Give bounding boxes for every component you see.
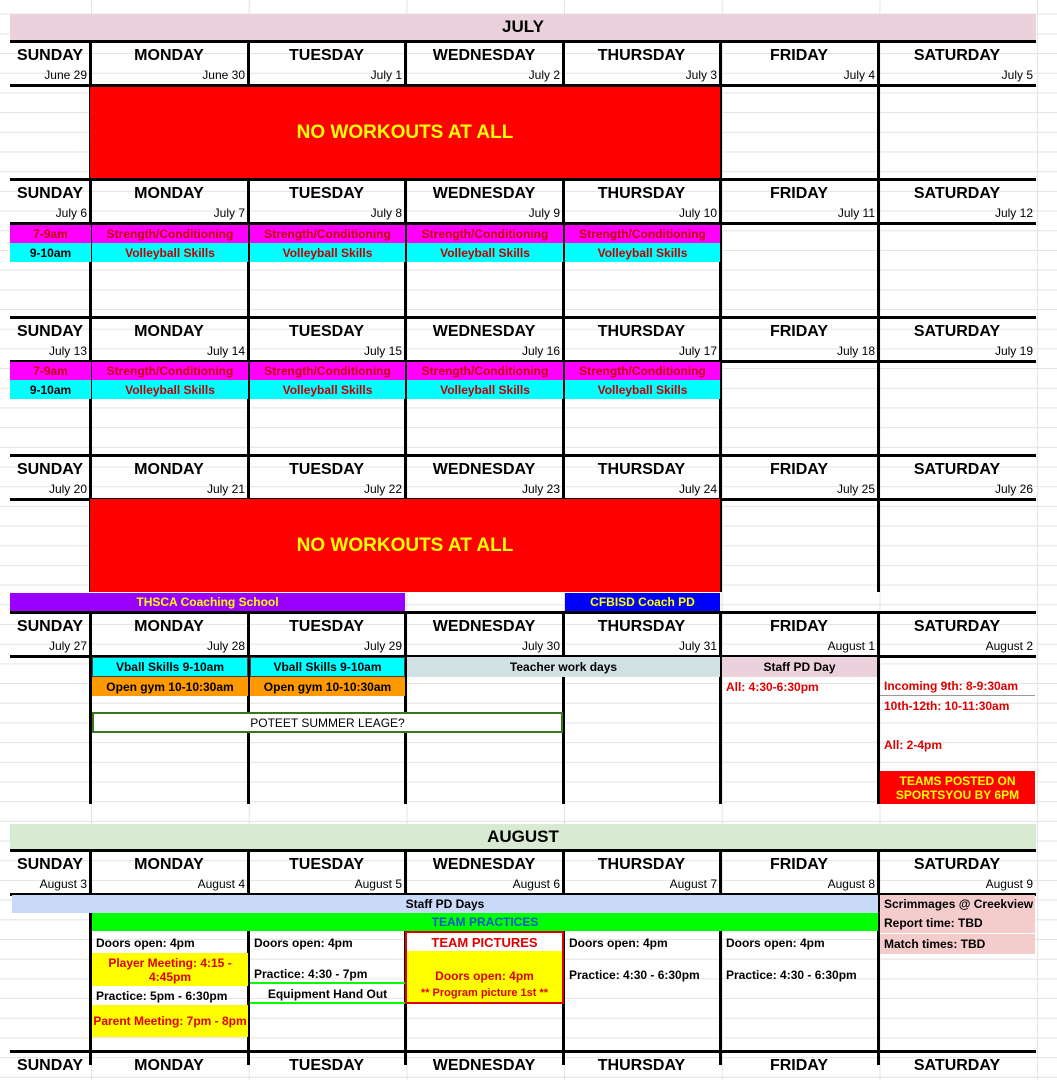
- doors-open: Doors open: 4pm: [569, 936, 668, 950]
- date-label: July 24: [678, 482, 717, 496]
- day-name-thursday: THURSDAY: [597, 856, 686, 873]
- no-workouts-block: NO WORKOUTS AT ALL: [90, 499, 720, 592]
- program-picture: ** Program picture 1st **: [420, 987, 549, 999]
- column-rule: [719, 611, 722, 804]
- staff-pd-day: Staff PD Day: [722, 657, 877, 677]
- date-label: July 23: [521, 482, 560, 496]
- day-name-thursday: THURSDAY: [597, 185, 686, 202]
- team-practices: TEAM PRACTICES: [92, 913, 878, 931]
- date-label: August 2: [985, 639, 1033, 653]
- date-label: July 9: [528, 206, 560, 220]
- date-label: July 10: [678, 206, 717, 220]
- day-name-sunday: SUNDAY: [16, 185, 84, 202]
- column-rule: [877, 849, 880, 1065]
- day-name-saturday: SATURDAY: [913, 618, 1001, 635]
- date-label: July 15: [363, 344, 402, 358]
- date-label: July 26: [994, 482, 1033, 496]
- day-name-wednesday: WEDNESDAY: [432, 461, 536, 478]
- day-name-sunday: SUNDAY: [16, 461, 84, 478]
- practice-time: Practice: 4:30 - 7pm: [250, 966, 405, 984]
- volleyball-skills: Volleyball Skills: [92, 243, 248, 262]
- day-name-saturday: SATURDAY: [913, 461, 1001, 478]
- date-label: July 7: [213, 206, 245, 220]
- day-name-monday: MONDAY: [134, 323, 204, 340]
- volleyball-skills: Volleyball Skills: [250, 380, 405, 399]
- day-name-wednesday: WEDNESDAY: [432, 323, 536, 340]
- day-name-friday: FRIDAY: [769, 856, 829, 873]
- date-label: August 3: [39, 877, 87, 891]
- date-label: July 30: [521, 639, 560, 653]
- teams-posted-notice: TEAMS POSTED ON SPORTSYOU BY 6PM: [880, 771, 1035, 804]
- date-label: July 29: [363, 639, 402, 653]
- date-label: August 4: [197, 877, 245, 891]
- doors-open: Doors open: 4pm: [96, 936, 195, 950]
- day-name-sunday: SUNDAY: [16, 1057, 84, 1074]
- strength-conditioning: Strength/Conditioning: [407, 225, 563, 243]
- vball-skills-9-10am: Vball Skills 9-10am: [250, 657, 405, 677]
- day-name-thursday: THURSDAY: [597, 618, 686, 635]
- day-name-monday: MONDAY: [134, 47, 204, 64]
- day-name-sunday: SUNDAY: [16, 618, 84, 635]
- date-label: July 6: [55, 206, 87, 220]
- time-9-10am: 9-10am: [10, 243, 91, 262]
- date-label: July 18: [836, 344, 875, 358]
- day-name-thursday: THURSDAY: [597, 1057, 686, 1074]
- day-name-friday: FRIDAY: [769, 618, 829, 635]
- vball-skills-9-10am: Vball Skills 9-10am: [92, 657, 248, 677]
- teacher-work-days: Teacher work days: [407, 657, 720, 677]
- day-name-wednesday: WEDNESDAY: [432, 185, 536, 202]
- time-9-10am: 9-10am: [10, 380, 91, 399]
- date-label: July 11: [837, 206, 875, 220]
- volleyball-skills: Volleyball Skills: [250, 243, 405, 262]
- day-name-tuesday: TUESDAY: [289, 1057, 364, 1074]
- date-label: July 27: [48, 639, 87, 653]
- volleyball-skills: Volleyball Skills: [407, 243, 563, 262]
- date-label: August 7: [669, 877, 717, 891]
- day-name-friday: FRIDAY: [769, 323, 829, 340]
- day-name-saturday: SATURDAY: [913, 1057, 1001, 1074]
- day-name-wednesday: WEDNESDAY: [432, 47, 536, 64]
- strength-conditioning: Strength/Conditioning: [565, 362, 720, 380]
- day-name-monday: MONDAY: [134, 185, 204, 202]
- date-label: July 19: [994, 344, 1033, 358]
- column-rule: [404, 611, 407, 804]
- date-label: July 22: [363, 482, 402, 496]
- staff-pd-days: Staff PD Days: [12, 895, 878, 913]
- day-name-wednesday: WEDNESDAY: [432, 856, 536, 873]
- open-gym: Open gym 10-10:30am: [92, 677, 248, 696]
- cfbisd-coach-pd: CFBISD Coach PD: [565, 593, 720, 611]
- date-label: August 6: [512, 877, 560, 891]
- doors-open: Doors open: 4pm: [726, 936, 825, 950]
- day-name-thursday: THURSDAY: [597, 47, 686, 64]
- column-rule: [562, 611, 565, 804]
- practice-time: Practice: 4:30 - 6:30pm: [569, 968, 700, 982]
- day-name-friday: FRIDAY: [769, 461, 829, 478]
- date-label: July 28: [206, 639, 245, 653]
- day-name-monday: MONDAY: [134, 618, 204, 635]
- doors-open: Doors open: 4pm: [435, 969, 534, 983]
- day-name-wednesday: WEDNESDAY: [432, 618, 536, 635]
- player-meeting: Player Meeting: 4:15 - 4:45pm: [92, 953, 248, 986]
- date-label: July 31: [678, 639, 717, 653]
- team-pictures: TEAM PICTURES: [405, 931, 564, 951]
- time-7-9am: 7-9am: [10, 362, 91, 380]
- date-label: July 1: [370, 68, 402, 82]
- date-label: June 30: [202, 68, 245, 82]
- day-name-monday: MONDAY: [134, 856, 204, 873]
- month-header-july: JULY: [10, 14, 1036, 40]
- strength-conditioning: Strength/Conditioning: [407, 362, 563, 380]
- day-name-tuesday: TUESDAY: [289, 618, 364, 635]
- column-rule: [877, 178, 880, 316]
- date-label: July 21: [206, 482, 245, 496]
- strength-conditioning: Strength/Conditioning: [92, 225, 248, 243]
- date-label: July 3: [685, 68, 717, 82]
- date-label: August 9: [985, 877, 1033, 891]
- day-name-tuesday: TUESDAY: [289, 47, 364, 64]
- day-name-friday: FRIDAY: [769, 185, 829, 202]
- strength-conditioning: Strength/Conditioning: [250, 225, 405, 243]
- strength-conditioning: Strength/Conditioning: [250, 362, 405, 380]
- date-label: July 8: [370, 206, 402, 220]
- day-name-wednesday: WEDNESDAY: [432, 1057, 536, 1074]
- day-name-thursday: THURSDAY: [597, 323, 686, 340]
- strength-conditioning: Strength/Conditioning: [92, 362, 248, 380]
- parent-meeting: Parent Meeting: 7pm - 8pm: [92, 1005, 248, 1037]
- date-label: July 2: [528, 68, 560, 82]
- date-label: August 8: [827, 877, 875, 891]
- day-name-sunday: SUNDAY: [16, 47, 84, 64]
- column-rule: [877, 454, 880, 592]
- day-name-thursday: THURSDAY: [597, 461, 686, 478]
- date-label: July 13: [48, 344, 87, 358]
- day-name-saturday: SATURDAY: [913, 323, 1001, 340]
- all-practice-time: All: 4:30-6:30pm: [726, 679, 819, 694]
- practice-time: Practice: 4:30 - 6:30pm: [726, 968, 857, 982]
- open-gym: Open gym 10-10:30am: [250, 677, 405, 696]
- thsca-coaching-school: THSCA Coaching School: [10, 593, 405, 611]
- day-name-monday: MONDAY: [134, 461, 204, 478]
- column-rule: [89, 611, 92, 804]
- day-name-friday: FRIDAY: [769, 1057, 829, 1074]
- all-2-4-time: All: 2-4pm: [884, 737, 943, 752]
- day-name-saturday: SATURDAY: [913, 856, 1001, 873]
- column-rule: [877, 316, 880, 454]
- poteet-summer-league: POTEET SUMMER LEAGE?: [92, 712, 563, 733]
- volleyball-skills: Volleyball Skills: [565, 243, 720, 262]
- date-label: August 1: [827, 639, 875, 653]
- day-name-tuesday: TUESDAY: [289, 856, 364, 873]
- volleyball-skills: Volleyball Skills: [407, 380, 563, 399]
- column-rule: [877, 40, 880, 178]
- day-name-sunday: SUNDAY: [16, 856, 84, 873]
- date-label: July 14: [206, 344, 245, 358]
- date-label: July 12: [994, 206, 1033, 220]
- column-rule: [247, 611, 250, 804]
- strength-conditioning: Strength/Conditioning: [565, 225, 720, 243]
- month-header-august: AUGUST: [10, 824, 1036, 850]
- date-label: July 5: [1001, 68, 1033, 82]
- match-times: Match times: TBD: [880, 934, 1035, 954]
- date-label: August 5: [354, 877, 402, 891]
- tenth-twelfth-time: 10th-12th: 10-11:30am: [884, 698, 1010, 713]
- doors-open: Doors open: 4pm: [254, 936, 353, 950]
- day-name-saturday: SATURDAY: [913, 47, 1001, 64]
- day-name-tuesday: TUESDAY: [289, 323, 364, 340]
- date-label: July 25: [836, 482, 875, 496]
- date-label: July 4: [843, 68, 875, 82]
- day-name-saturday: SATURDAY: [913, 185, 1001, 202]
- no-workouts-block: NO WORKOUTS AT ALL: [90, 87, 720, 178]
- day-name-monday: MONDAY: [134, 1057, 204, 1074]
- day-name-sunday: SUNDAY: [16, 323, 84, 340]
- column-rule: [719, 849, 722, 1065]
- day-name-tuesday: TUESDAY: [289, 461, 364, 478]
- date-label: July 16: [521, 344, 560, 358]
- incoming-9th-time: Incoming 9th: 8-9:30am: [880, 677, 1035, 696]
- report-time: Report time: TBD: [880, 913, 1035, 933]
- day-name-tuesday: TUESDAY: [289, 185, 364, 202]
- volleyball-skills: Volleyball Skills: [565, 380, 720, 399]
- equipment-hand-out: Equipment Hand Out: [250, 985, 405, 1004]
- date-label: July 17: [678, 344, 717, 358]
- date-label: July 20: [48, 482, 87, 496]
- time-7-9am: 7-9am: [10, 225, 91, 243]
- date-label: June 29: [44, 68, 87, 82]
- day-name-friday: FRIDAY: [769, 47, 829, 64]
- volleyball-skills: Volleyball Skills: [92, 380, 248, 399]
- scrimmages-creekview: Scrimmages @ Creekview: [880, 895, 1035, 913]
- practice-time: Practice: 5pm - 6:30pm: [96, 989, 228, 1003]
